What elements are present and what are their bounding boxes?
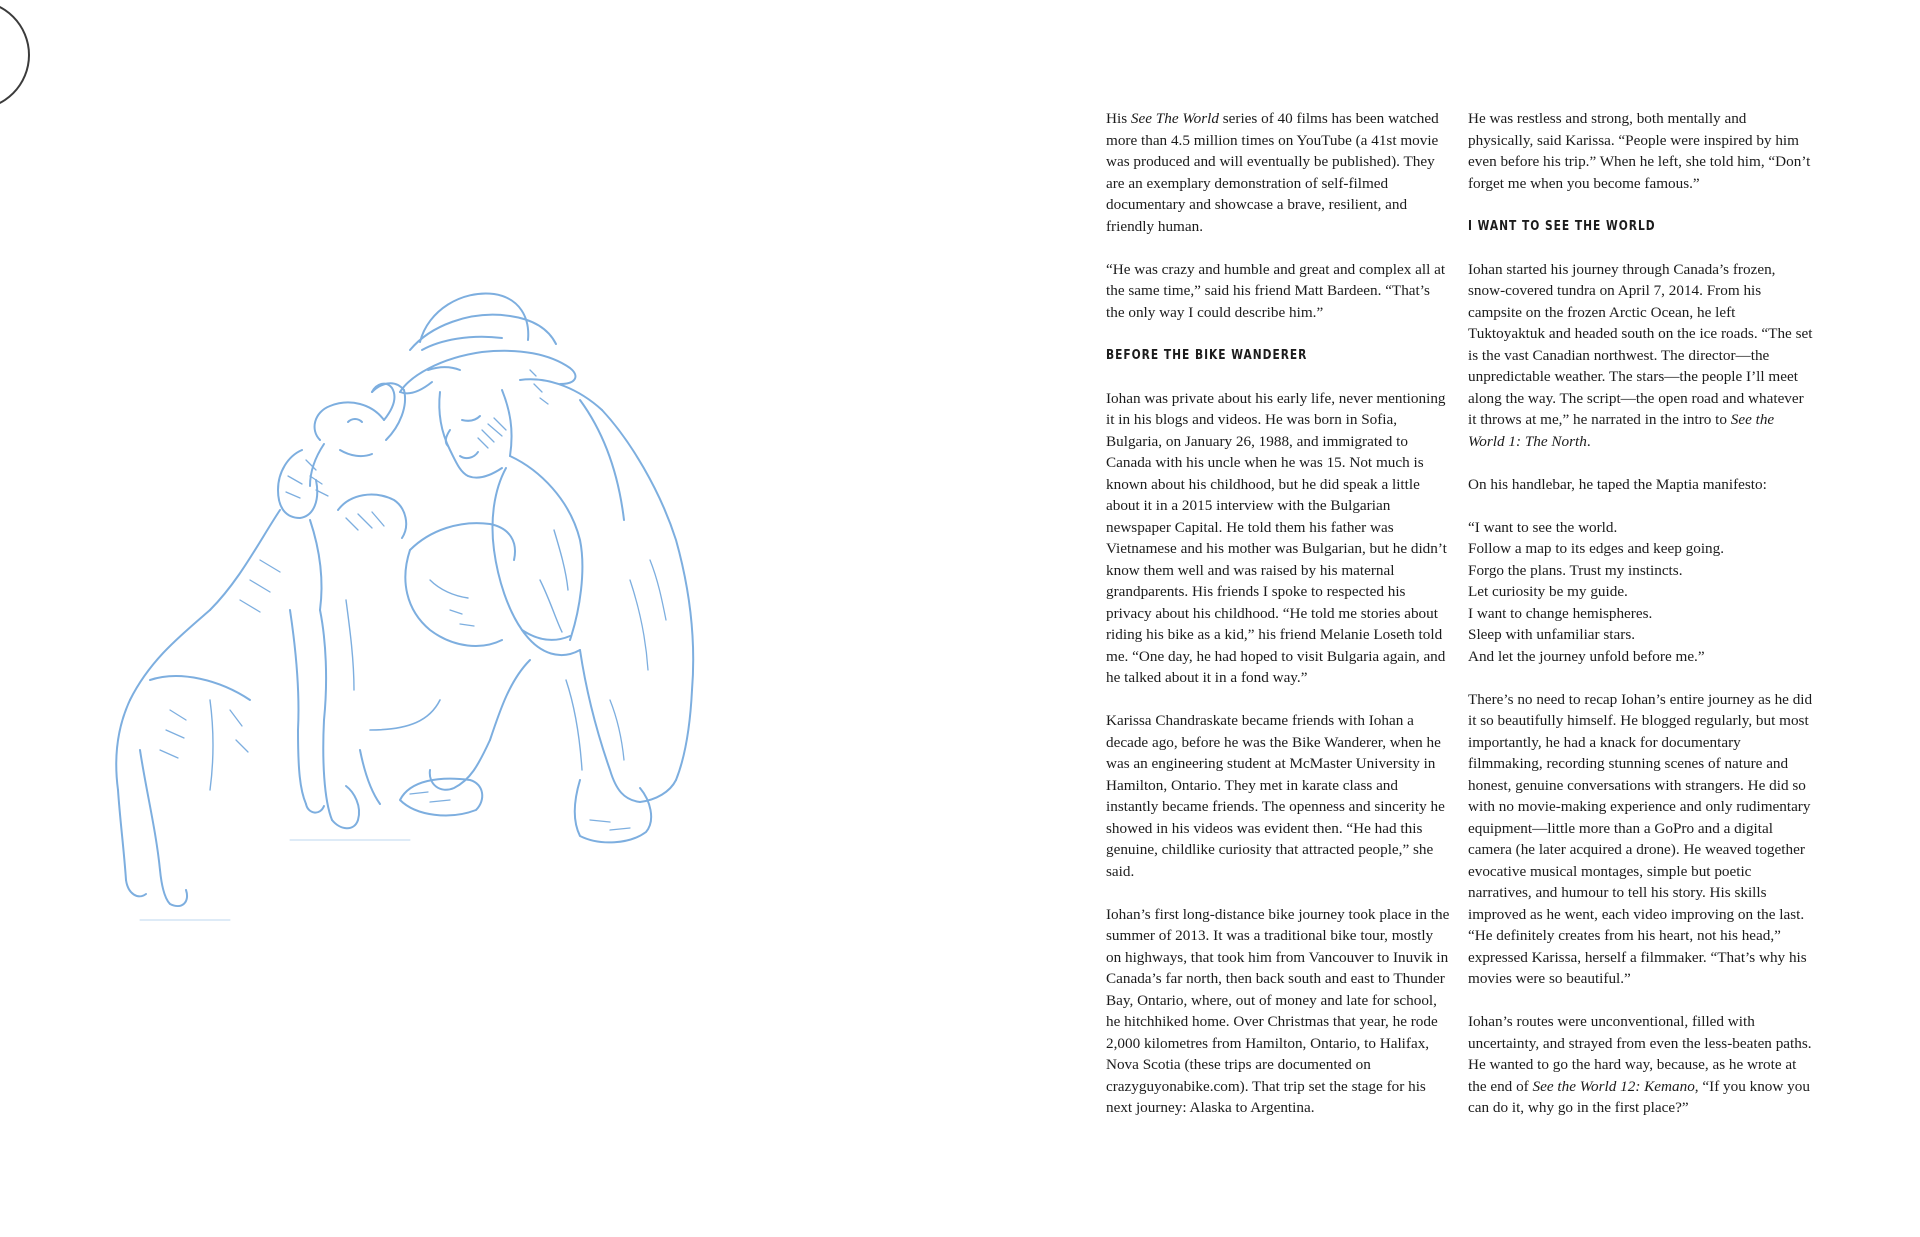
text-column-right	[1468, 108, 1813, 1119]
paragraph: Iohan’s first long-distance bike journey took place in the summer of 2013. It was a traditional bike tour, mostly on highways, that took him from Vancouver to Inuvik in Canada’s far north, then back south and east to Thunder Bay, Ontario, where, out of money and late for school, he hitchhiked home. Over Christmas that year, he rode 2,000 kilometres from Hamilton, Ontario, to Halifax, Nova Scotia (these trips are documented on crazyguyonabike.com). That trip set the stage for his next journey: Alaska to Argentina.	[1106, 905, 1450, 1116]
paragraph	[1468, 259, 1813, 453]
paragraph: On his handlebar, he taped the Maptia manifesto:	[1468, 475, 1767, 493]
manifesto-line: Sleep with unfamiliar stars.	[1468, 626, 1636, 643]
text-column-left	[1106, 108, 1451, 1119]
paragraph	[1468, 1011, 1813, 1119]
manifesto-quote	[1468, 517, 1813, 668]
paragraph: There’s no need to recap Iohan’s entire journey as he did it so beautifully himself. He blogged regularly, but most importantly, he had a knack for documentary filmmaking, recording stunning scenes of nature and honest, genuine conversations with strangers. He did so with no movie-making experience and only rudimentary equipment—little more than a GoPro and a digital camera (he later acquired a drone). He weaved together evocative musical montages, simple but poetic narratives, and humour to tell his story. His skills improved as he went, each video improving on the last. “He definitely creates from his heart, not his head,” expressed Karissa, herself a filmmaker. “That’s why his movies were so beautiful.”	[1468, 690, 1813, 987]
text-run: His	[1106, 110, 1131, 127]
page-curl-arc[interactable]	[0, 0, 30, 110]
text-run: .	[1586, 432, 1591, 450]
paragraph: Iohan was private about his early life, never mentioning it in his blogs and videos. He was born in Sofia, Bulgaria, on January 26, 1988, and immigrated to Canada with his uncle when he was 15. Not much is known about his childhood, but he did speak a little about it in a 2015 interview with the Bulgarian newspaper Capital. He told them his father was Vietnamese and his mother was Bulgarian, but he didn’t know them well and was raised by his maternal grandparents. His friends I spoke to respected his privacy about his childhood. “He told me stories about riding his bike as a kid,” his friend Melanie Loseth told me. “One day, he had hoped to visit Bulgaria again, and he talked about it in a fond way.”	[1106, 389, 1447, 686]
paragraph: “He was crazy and humble and great and complex all at the same time,” said his friend Matt Bardeen. “That’s the only way I could describe him.”	[1106, 260, 1446, 321]
sketch-man-and-dog	[110, 280, 800, 1160]
text-run: series of 40 films has been watched more than 4.5 million times on YouTube (a 41st movie was produced and will eventually be published). They are an exemplary demonstration of self-filmed documentary and showcase a brave, resilient, and friendly human.	[1106, 110, 1439, 235]
series-title: See The World	[1130, 110, 1219, 127]
text-run: Iohan started his journey through Canada’s frozen, snow-covered tundra on April 7, 2014. From his campsite on the frozen Arctic Ocean, he left Tuktoyaktuk and headed south on the ice roads. “The set is the vast Canadian northwest. The director—the unpredictable weather. The stars—the people I’ll meet along the way. The script—the open road and whatever it throws at me,” he narrated in the intro to	[1468, 260, 1813, 428]
manifesto-line: I want to change hemispheres.	[1468, 604, 1653, 622]
film-title: See the World 1: The North	[1468, 411, 1775, 450]
paragraph: He was restless and strong, both mentally and physically, said Karissa. “People were inspired by him even before his trip.” When he left, she told him, “Don’t forget me when you become famous.”	[1468, 110, 1811, 192]
manifesto-line: Forgo the plans. Trust my instincts.	[1468, 561, 1683, 579]
text-run: , “If you know you can do it, why go in the first place?”	[1468, 1077, 1810, 1116]
section-heading: I WANT TO SEE THE WORLD	[1468, 218, 1656, 234]
manifesto-line: Follow a map to its edges and keep going.	[1468, 540, 1725, 557]
text-run: Iohan’s routes were unconventional, filled with uncertainty, and strayed from even the less-beaten paths. He wanted to go the hard way, because, as he wrote at the end of	[1468, 1013, 1812, 1095]
paragraph: Karissa Chandraskate became friends with Iohan a decade ago, before he was the Bike Wanderer, when he was an engineering student at McMaster University in Hamilton, Ontario. They met in karate class and instantly became friends. The openness and sincerity he showed in his videos was evident then. “He had this genuine, childlike curiosity that attracted people,” she said.	[1106, 712, 1445, 880]
manifesto-line: Let curiosity be my guide.	[1468, 583, 1628, 600]
manifesto-line: “I want to see the world.	[1468, 518, 1618, 536]
paragraph	[1106, 108, 1451, 237]
section-heading: BEFORE THE BIKE WANDERER	[1106, 347, 1308, 363]
manifesto-line: And let the journey unfold before me.”	[1468, 647, 1705, 665]
film-title: See the World 12: Kemano	[1532, 1077, 1695, 1095]
